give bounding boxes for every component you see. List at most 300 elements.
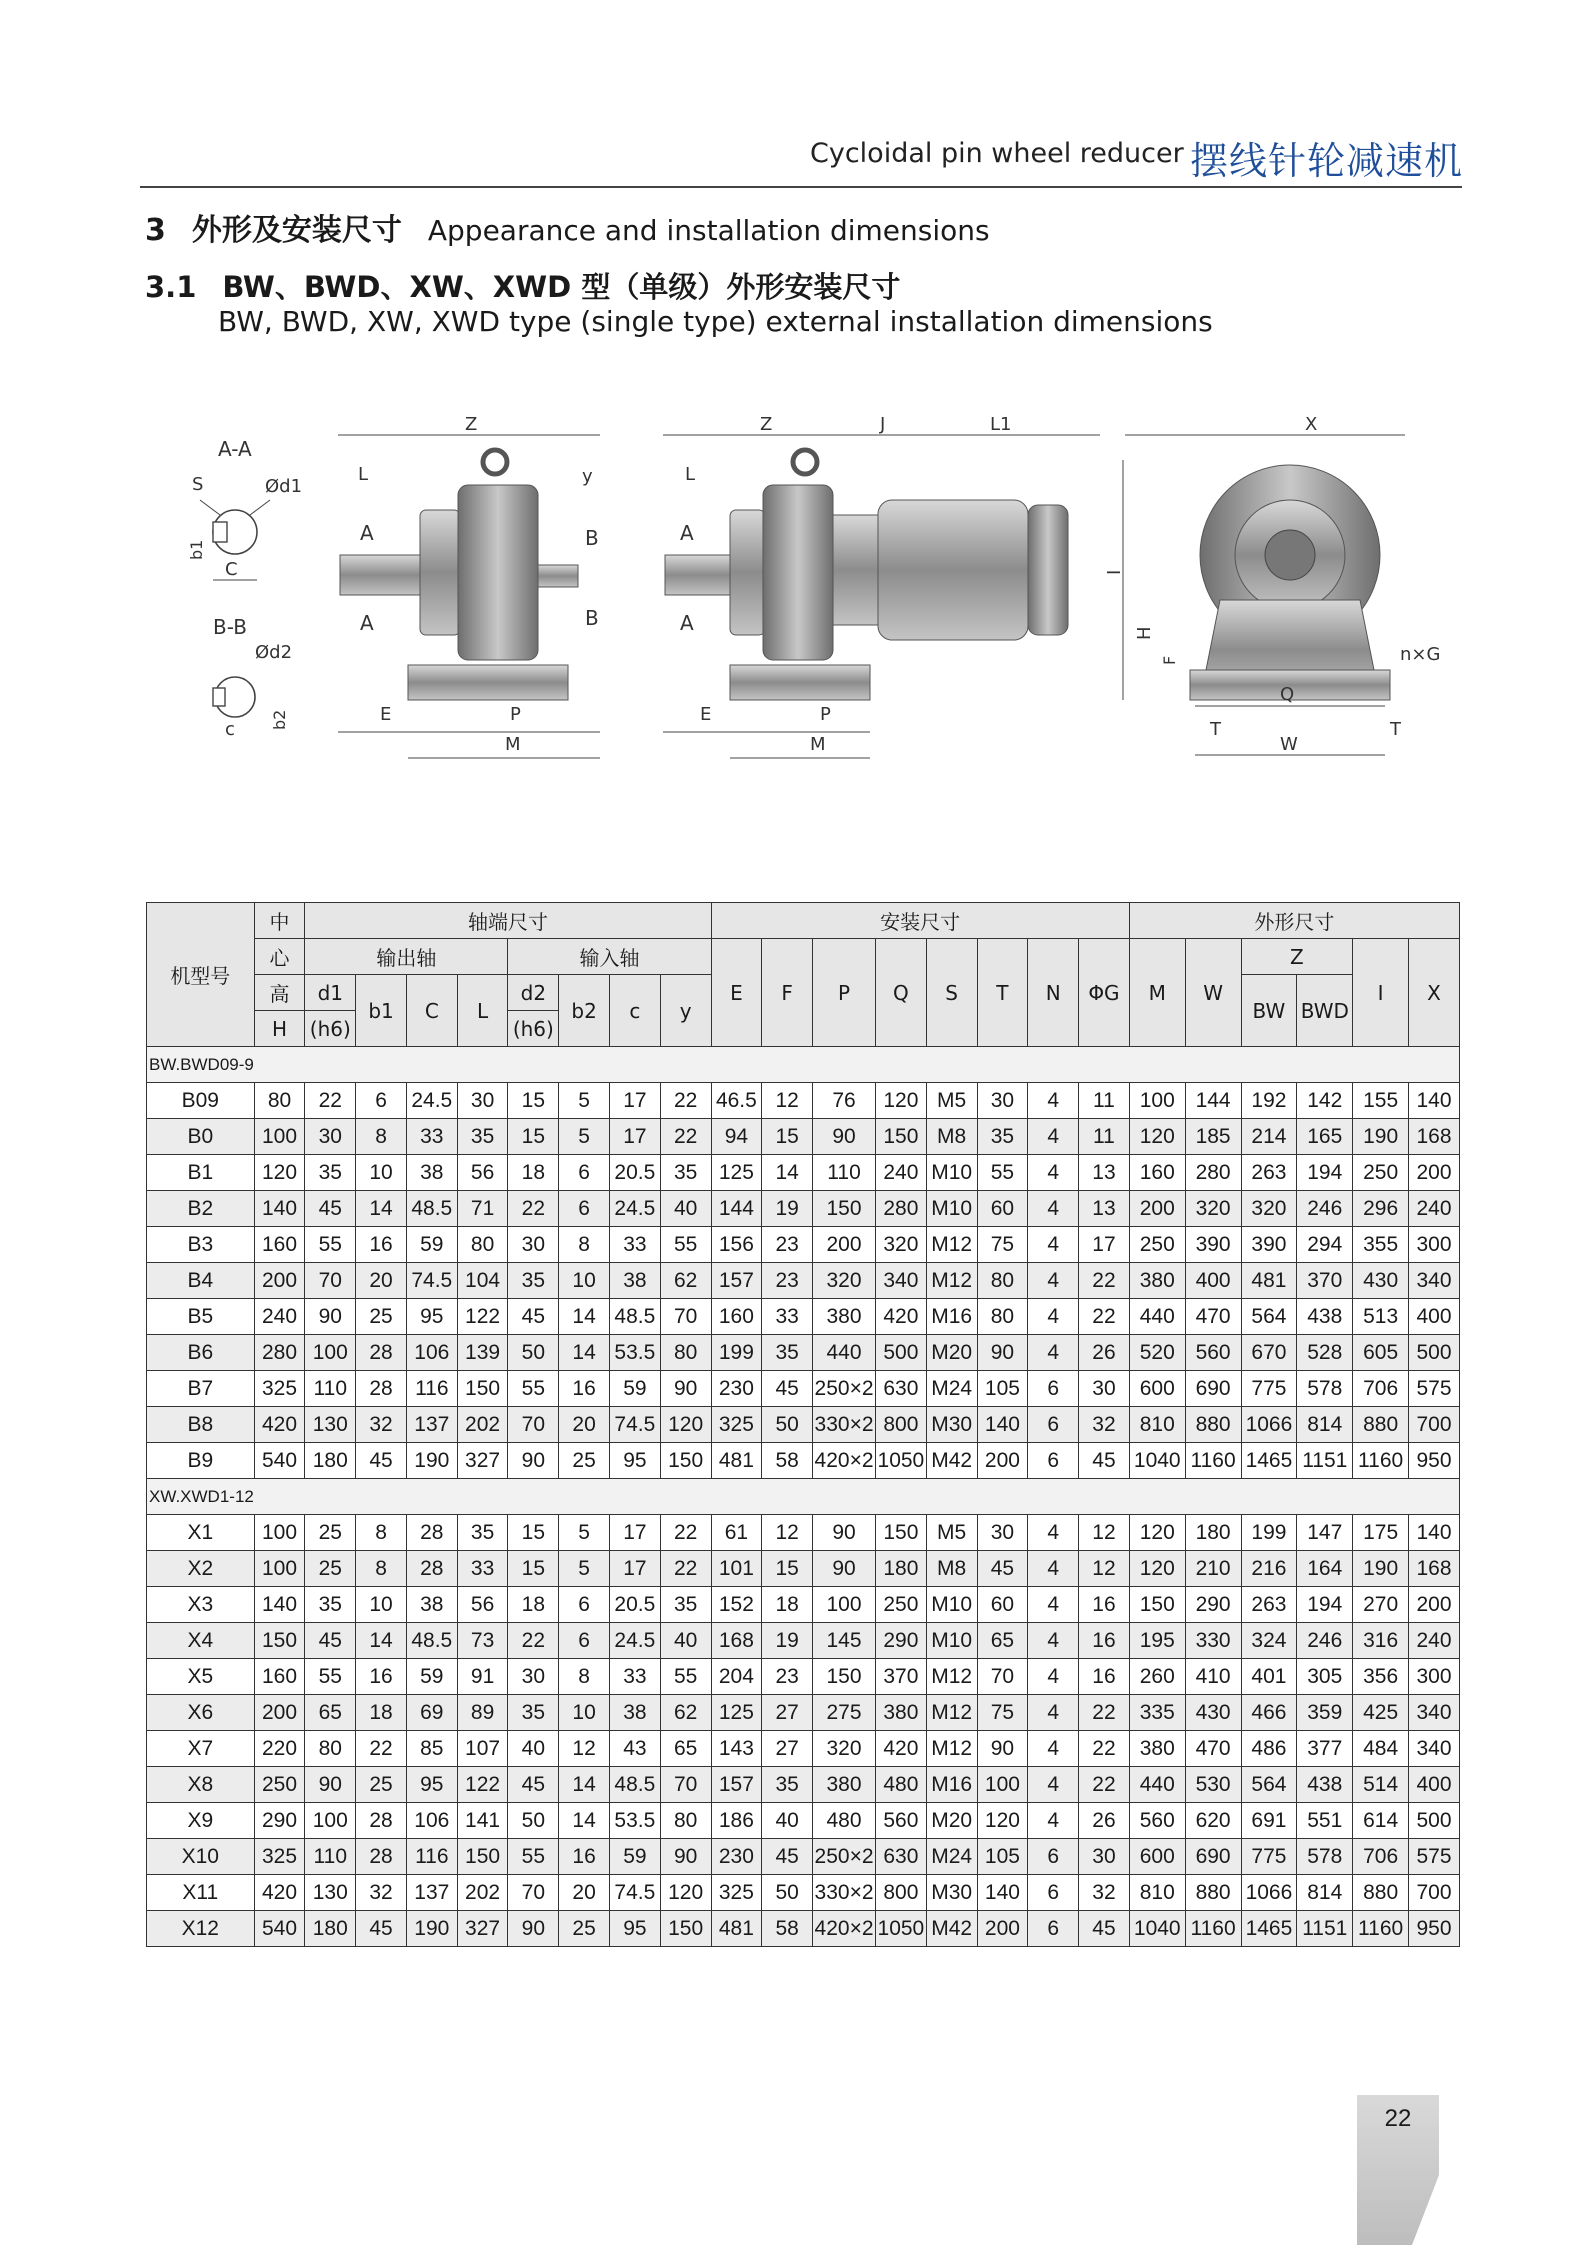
table-cell: 58	[762, 1911, 813, 1947]
table-cell: 71	[457, 1191, 508, 1227]
table-row	[147, 1803, 1460, 1839]
table-cell: 340	[1409, 1263, 1460, 1299]
table-cell: 880	[1353, 1875, 1409, 1911]
table-cell: 1160	[1353, 1911, 1409, 1947]
table-cell: 540	[254, 1443, 305, 1479]
table-cell: M20	[926, 1335, 977, 1371]
table-cell: 45	[508, 1767, 559, 1803]
table-cell: 775	[1241, 1839, 1297, 1875]
table-cell: 1465	[1241, 1443, 1297, 1479]
table-cell: 69	[406, 1695, 457, 1731]
subsection-title-cn: BW、BWD、XW、XWD 型（单级）外形安装尺寸	[222, 270, 901, 304]
table-cell: 147	[1297, 1515, 1353, 1551]
table-cell: 250	[254, 1767, 305, 1803]
label-x: X	[1305, 414, 1318, 435]
label-a-2b: A	[680, 611, 694, 635]
table-cell: 430	[1185, 1695, 1241, 1731]
table-cell: M10	[926, 1191, 977, 1227]
table-cell: 100	[977, 1767, 1028, 1803]
label-j: J	[880, 414, 886, 435]
table-cell: 90	[508, 1911, 559, 1947]
table-cell: M12	[926, 1731, 977, 1767]
header-n: N	[1028, 939, 1079, 1047]
table-cell: M5	[926, 1515, 977, 1551]
table-cell: 250	[1353, 1155, 1409, 1191]
header-center-4: H	[254, 1011, 305, 1047]
table-row	[147, 1335, 1460, 1371]
table-cell: 1066	[1241, 1407, 1297, 1443]
header-y: y	[660, 975, 711, 1047]
model-cell: B4	[147, 1263, 255, 1299]
header-rule	[140, 186, 1462, 188]
table-cell: 280	[876, 1191, 927, 1227]
label-t-2: T	[1390, 719, 1401, 740]
table-cell: 12	[1079, 1551, 1130, 1587]
table-cell: 33	[609, 1659, 660, 1695]
table-cell: 470	[1185, 1731, 1241, 1767]
table-cell: 35	[660, 1587, 711, 1623]
table-cell: 200	[1409, 1155, 1460, 1191]
table-cell: 180	[305, 1911, 356, 1947]
table-row	[147, 1371, 1460, 1407]
table-cell: 250	[876, 1587, 927, 1623]
table-cell: 20	[356, 1263, 407, 1299]
table-cell: 17	[609, 1119, 660, 1155]
table-cell: 335	[1129, 1695, 1185, 1731]
table-cell: 1151	[1297, 1911, 1353, 1947]
table-cell: 6	[1028, 1839, 1079, 1875]
table-cell: 65	[660, 1731, 711, 1767]
table-cell: 90	[508, 1443, 559, 1479]
table-cell: 14	[559, 1803, 610, 1839]
table-cell: 70	[660, 1767, 711, 1803]
table-cell: 1160	[1185, 1911, 1241, 1947]
side-view-bw-drawing	[338, 414, 600, 758]
table-cell: 140	[254, 1587, 305, 1623]
table-cell: 24.5	[406, 1083, 457, 1119]
label-bb: B-B	[213, 615, 247, 639]
table-cell: 6	[559, 1587, 610, 1623]
table-cell: 481	[711, 1443, 762, 1479]
header-title-en: Cycloidal pin wheel reducer	[810, 138, 1184, 169]
table-cell: 28	[356, 1371, 407, 1407]
table-cell: 1050	[876, 1443, 927, 1479]
table-cell: 28	[356, 1335, 407, 1371]
table-cell: M30	[926, 1875, 977, 1911]
table-cell: 35	[660, 1155, 711, 1191]
table-cell: 340	[1409, 1731, 1460, 1767]
header-p: P	[813, 939, 876, 1047]
table-cell: 120	[1129, 1119, 1185, 1155]
label-t-1: T	[1210, 719, 1221, 740]
section-aa-drawing	[187, 437, 302, 740]
model-cell: B7	[147, 1371, 255, 1407]
table-row	[147, 1911, 1460, 1947]
table-cell: 340	[876, 1263, 927, 1299]
table-cell: 486	[1241, 1731, 1297, 1767]
table-cell: 325	[254, 1371, 305, 1407]
table-cell: 327	[457, 1911, 508, 1947]
model-cell: B09	[147, 1083, 255, 1119]
table-cell: 425	[1353, 1695, 1409, 1731]
table-cell: 290	[1185, 1587, 1241, 1623]
table-cell: 324	[1241, 1623, 1297, 1659]
table-cell: 246	[1297, 1623, 1353, 1659]
table-cell: 95	[609, 1911, 660, 1947]
table-cell: 65	[305, 1695, 356, 1731]
table-cell: 125	[711, 1695, 762, 1731]
table-cell: 144	[1185, 1083, 1241, 1119]
header-i: I	[1353, 939, 1409, 1047]
subsection-heading	[145, 265, 900, 306]
table-cell: 120	[977, 1803, 1028, 1839]
table-cell: 25	[559, 1443, 610, 1479]
table-cell: 20.5	[609, 1587, 660, 1623]
table-cell: 25	[559, 1911, 610, 1947]
model-cell: X6	[147, 1695, 255, 1731]
table-cell: 17	[1079, 1227, 1130, 1263]
table-cell: 168	[1409, 1119, 1460, 1155]
group-label: BW.BWD09-9	[147, 1047, 1460, 1083]
table-cell: 4	[1028, 1119, 1079, 1155]
header-d2: d2	[508, 975, 559, 1011]
table-cell: 438	[1297, 1299, 1353, 1335]
table-cell: 22	[660, 1083, 711, 1119]
label-s: S	[192, 474, 204, 495]
header-output: 输出轴	[305, 939, 508, 975]
table-cell: 152	[711, 1587, 762, 1623]
table-cell: 22	[1079, 1731, 1130, 1767]
table-cell: 26	[1079, 1803, 1130, 1839]
table-cell: 16	[559, 1839, 610, 1875]
table-cell: 500	[1409, 1803, 1460, 1839]
table-cell: 800	[876, 1407, 927, 1443]
table-cell: 53.5	[609, 1803, 660, 1839]
table-cell: 280	[1185, 1155, 1241, 1191]
table-cell: 106	[406, 1335, 457, 1371]
table-cell: 10	[559, 1263, 610, 1299]
table-cell: 22	[660, 1515, 711, 1551]
table-cell: 4	[1028, 1695, 1079, 1731]
table-cell: 100	[254, 1119, 305, 1155]
table-cell: 560	[1129, 1803, 1185, 1839]
table-cell: 240	[254, 1299, 305, 1335]
header-b1: b1	[356, 975, 407, 1047]
table-cell: 16	[1079, 1659, 1130, 1695]
table-cell: 775	[1241, 1371, 1297, 1407]
model-cell: X8	[147, 1767, 255, 1803]
table-cell: 190	[406, 1911, 457, 1947]
header-g: ΦG	[1079, 939, 1130, 1047]
table-cell: 880	[1185, 1875, 1241, 1911]
table-cell: 359	[1297, 1695, 1353, 1731]
table-cell: 1160	[1185, 1443, 1241, 1479]
model-cell: X7	[147, 1731, 255, 1767]
table-cell: 1151	[1297, 1443, 1353, 1479]
table-cell: 140	[1409, 1515, 1460, 1551]
table-row	[147, 1407, 1460, 1443]
table-row	[147, 1299, 1460, 1335]
table-row	[147, 1443, 1460, 1479]
table-cell: 470	[1185, 1299, 1241, 1335]
table-row	[147, 1767, 1460, 1803]
table-cell: 80	[977, 1299, 1028, 1335]
label-p-1: P	[510, 704, 521, 725]
table-cell: 30	[977, 1083, 1028, 1119]
table-cell: 120	[660, 1407, 711, 1443]
table-cell: 120	[660, 1875, 711, 1911]
header-outline: 外形尺寸	[1129, 903, 1459, 939]
table-row	[147, 1623, 1460, 1659]
side-view-bwd-drawing	[663, 414, 1100, 758]
model-cell: X9	[147, 1803, 255, 1839]
table-cell: 50	[762, 1875, 813, 1911]
table-cell: 10	[356, 1587, 407, 1623]
table-cell: 540	[254, 1911, 305, 1947]
header-bw: BW	[1241, 975, 1297, 1047]
table-cell: 380	[1129, 1731, 1185, 1767]
table-cell: 578	[1297, 1839, 1353, 1875]
table-cell: 325	[711, 1407, 762, 1443]
model-cell: X3	[147, 1587, 255, 1623]
table-cell: 38	[406, 1155, 457, 1191]
table-cell: 20.5	[609, 1155, 660, 1191]
table-cell: 13	[1079, 1155, 1130, 1191]
table-cell: 12	[1079, 1515, 1130, 1551]
table-cell: 60	[977, 1191, 1028, 1227]
table-cell: 14	[356, 1191, 407, 1227]
table-cell: 150	[1129, 1587, 1185, 1623]
table-cell: 100	[813, 1587, 876, 1623]
table-cell: 4	[1028, 1083, 1079, 1119]
table-cell: 32	[1079, 1875, 1130, 1911]
table-cell: 300	[1409, 1659, 1460, 1695]
table-cell: 190	[1353, 1119, 1409, 1155]
table-row	[147, 1695, 1460, 1731]
header-b2: b2	[559, 975, 610, 1047]
table-cell: 150	[660, 1911, 711, 1947]
table-cell: 390	[1241, 1227, 1297, 1263]
table-cell: 296	[1353, 1191, 1409, 1227]
table-cell: 480	[876, 1767, 927, 1803]
section-number: 3	[145, 213, 166, 248]
table-cell: 700	[1409, 1875, 1460, 1911]
table-cell: 810	[1129, 1407, 1185, 1443]
table-cell: 440	[1129, 1767, 1185, 1803]
table-cell: 45	[508, 1299, 559, 1335]
table-cell: 15	[762, 1551, 813, 1587]
table-cell: 481	[711, 1911, 762, 1947]
table-cell: 110	[813, 1155, 876, 1191]
table-cell: 12	[762, 1083, 813, 1119]
table-cell: 814	[1297, 1875, 1353, 1911]
table-cell: 380	[1129, 1263, 1185, 1299]
table-cell: 400	[1409, 1767, 1460, 1803]
label-e-1: E	[380, 704, 392, 725]
table-cell: 143	[711, 1731, 762, 1767]
table-cell: 15	[508, 1083, 559, 1119]
table-cell: 320	[813, 1263, 876, 1299]
table-cell: 605	[1353, 1335, 1409, 1371]
label-c1: C	[225, 559, 238, 580]
table-cell: 45	[762, 1839, 813, 1875]
table-cell: 140	[1409, 1083, 1460, 1119]
table-cell: 10	[356, 1155, 407, 1191]
table-cell: 100	[305, 1335, 356, 1371]
table-cell: 35	[305, 1587, 356, 1623]
table-cell: 15	[508, 1119, 559, 1155]
table-cell: 85	[406, 1731, 457, 1767]
table-cell: M10	[926, 1155, 977, 1191]
table-cell: 28	[406, 1551, 457, 1587]
table-cell: 14	[559, 1299, 610, 1335]
label-w: W	[1280, 734, 1298, 755]
table-cell: 16	[559, 1371, 610, 1407]
header-title-cn: 摆线针轮减速机	[1190, 139, 1464, 183]
table-cell: 76	[813, 1083, 876, 1119]
model-cell: X11	[147, 1875, 255, 1911]
table-row	[147, 1083, 1460, 1119]
table-cell: 564	[1241, 1299, 1297, 1335]
table-cell: 600	[1129, 1371, 1185, 1407]
table-cell: 156	[711, 1227, 762, 1263]
table-cell: 110	[305, 1371, 356, 1407]
table-cell: 90	[977, 1731, 1028, 1767]
label-l-2: L	[685, 464, 696, 485]
table-cell: 28	[406, 1515, 457, 1551]
table-cell: 520	[1129, 1335, 1185, 1371]
table-cell: 155	[1353, 1083, 1409, 1119]
table-cell: 142	[1297, 1083, 1353, 1119]
table-cell: 122	[457, 1767, 508, 1803]
table-cell: 12	[559, 1731, 610, 1767]
table-cell: 70	[508, 1407, 559, 1443]
table-cell: 4	[1028, 1227, 1079, 1263]
table-cell: 95	[406, 1299, 457, 1335]
table-cell: 22	[1079, 1695, 1130, 1731]
table-cell: 377	[1297, 1731, 1353, 1767]
table-cell: 340	[1409, 1695, 1460, 1731]
table-cell: 45	[356, 1911, 407, 1947]
table-cell: 27	[762, 1695, 813, 1731]
table-cell: 55	[977, 1155, 1028, 1191]
table-cell: 50	[762, 1407, 813, 1443]
table-cell: 45	[356, 1443, 407, 1479]
header-d1: d1	[305, 975, 356, 1011]
table-cell: M20	[926, 1803, 977, 1839]
table-cell: 40	[660, 1623, 711, 1659]
table-cell: 59	[406, 1227, 457, 1263]
table-cell: 380	[813, 1299, 876, 1335]
table-cell: 80	[660, 1335, 711, 1371]
table-cell: 1465	[1241, 1911, 1297, 1947]
table-cell: 320	[1185, 1191, 1241, 1227]
table-cell: 160	[254, 1227, 305, 1263]
table-cell: 691	[1241, 1803, 1297, 1839]
table-cell: 6	[1028, 1911, 1079, 1947]
table-cell: 33	[762, 1299, 813, 1335]
table-cell: 95	[406, 1767, 457, 1803]
table-cell: M12	[926, 1695, 977, 1731]
table-cell: 438	[1297, 1767, 1353, 1803]
table-cell: 14	[559, 1335, 610, 1371]
table-cell: 290	[876, 1623, 927, 1659]
label-i: I	[1104, 569, 1125, 575]
table-cell: 250×2	[813, 1839, 876, 1875]
header-s: S	[926, 939, 977, 1047]
table-cell: 100	[254, 1515, 305, 1551]
subsection-number: 3.1	[145, 270, 197, 304]
table-cell: 1160	[1353, 1443, 1409, 1479]
table-cell: 20	[559, 1875, 610, 1911]
model-cell: X1	[147, 1515, 255, 1551]
table-cell: 5	[559, 1551, 610, 1587]
table-cell: 5	[559, 1515, 610, 1551]
table-cell: 300	[1409, 1227, 1460, 1263]
table-cell: 25	[356, 1767, 407, 1803]
table-row	[147, 1155, 1460, 1191]
table-cell: 250	[1129, 1227, 1185, 1263]
table-cell: 33	[457, 1551, 508, 1587]
label-c2: c	[225, 719, 235, 740]
header-center-2: 心	[254, 939, 305, 975]
table-cell: 14	[762, 1155, 813, 1191]
header-t: T	[977, 939, 1028, 1047]
model-cell: B5	[147, 1299, 255, 1335]
table-cell: 814	[1297, 1407, 1353, 1443]
table-cell: 25	[356, 1299, 407, 1335]
table-cell: 17	[609, 1515, 660, 1551]
table-cell: 528	[1297, 1335, 1353, 1371]
table-cell: 80	[305, 1731, 356, 1767]
table-cell: 22	[508, 1191, 559, 1227]
label-z-1: Z	[465, 414, 478, 435]
table-row	[147, 1515, 1460, 1551]
group-label: XW.XWD1-12	[147, 1479, 1460, 1515]
table-cell: 116	[406, 1839, 457, 1875]
table-cell: 180	[876, 1551, 927, 1587]
table-cell: 165	[1297, 1119, 1353, 1155]
table-cell: 8	[559, 1227, 610, 1263]
model-cell: B6	[147, 1335, 255, 1371]
table-cell: 210	[1185, 1551, 1241, 1587]
table-cell: 180	[305, 1443, 356, 1479]
table-cell: M42	[926, 1911, 977, 1947]
table-row	[147, 1227, 1460, 1263]
table-cell: M8	[926, 1551, 977, 1587]
table-cell: 575	[1409, 1371, 1460, 1407]
table-cell: 130	[305, 1407, 356, 1443]
label-b1: b1	[187, 539, 206, 560]
table-cell: 35	[305, 1155, 356, 1191]
header-model: 机型号	[147, 903, 255, 1047]
table-cell: 55	[660, 1227, 711, 1263]
table-cell: 40	[762, 1803, 813, 1839]
table-cell: 38	[609, 1695, 660, 1731]
table-cell: 4	[1028, 1623, 1079, 1659]
table-cell: 4	[1028, 1299, 1079, 1335]
label-e-2: E	[700, 704, 712, 725]
table-cell: 35	[457, 1119, 508, 1155]
table-cell: 614	[1353, 1803, 1409, 1839]
table-cell: 230	[711, 1371, 762, 1407]
table-cell: 356	[1353, 1659, 1409, 1695]
table-cell: 330×2	[813, 1407, 876, 1443]
table-cell: 106	[406, 1803, 457, 1839]
table-cell: 575	[1409, 1839, 1460, 1875]
table-cell: 80	[254, 1083, 305, 1119]
label-h: H	[1134, 626, 1155, 640]
